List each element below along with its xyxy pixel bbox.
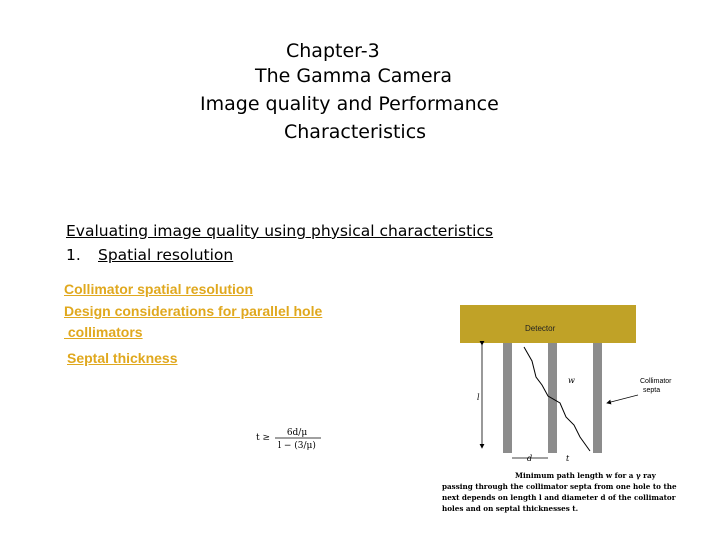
list-item-spatial-resolution: [66, 246, 233, 264]
title-line-2: The Gamma Camera: [255, 65, 453, 87]
link-septal-thickness[interactable]: Septal thickness: [67, 350, 178, 366]
septa-label-1: Collimator: [640, 378, 672, 385]
list-number: 1.: [66, 246, 81, 264]
formula-numerator: 6d/μ: [286, 428, 308, 438]
title-line-4: Characteristics: [284, 121, 427, 143]
caption-line-1: Minimum path length w for a γ ray: [515, 471, 656, 480]
septum-2: [548, 343, 557, 453]
subtitle-evaluating: Evaluating image quality using physical characteristics: [66, 222, 494, 240]
collimator-figure: [440, 303, 692, 518]
link-design-considerations[interactable]: Design considerations for parallel hole: [64, 303, 323, 319]
septa-label-2: septa: [643, 387, 661, 394]
septal-thickness-formula: [255, 425, 335, 455]
septum-3: [593, 343, 602, 453]
septum-1: [503, 343, 512, 453]
link-design-considerations-cont[interactable]: collimators: [64, 324, 143, 340]
detector-label: Detector: [525, 324, 556, 333]
label-w: w: [568, 376, 575, 385]
caption-line-2: passing through the collimator septa from one hole to the: [442, 482, 677, 491]
link-collimator-spatial-resolution[interactable]: Collimator spatial resolution: [64, 281, 254, 297]
list-item-text: Spatial resolution: [98, 246, 234, 264]
title-line-1: Chapter-3: [286, 40, 380, 62]
formula-lhs: t ≥: [256, 433, 271, 443]
title-line-3: Image quality and Performance: [200, 93, 499, 115]
septa-arrow: [607, 395, 638, 403]
caption-line-4: holes and on septal thicknesses t.: [442, 504, 579, 513]
caption-line-3: next depends on length l and diameter d of the collimator: [442, 493, 676, 502]
label-t: t: [566, 454, 570, 463]
label-d: d: [527, 454, 533, 463]
label-l: l: [477, 393, 480, 402]
formula-denominator: l − (3/μ): [278, 441, 316, 451]
